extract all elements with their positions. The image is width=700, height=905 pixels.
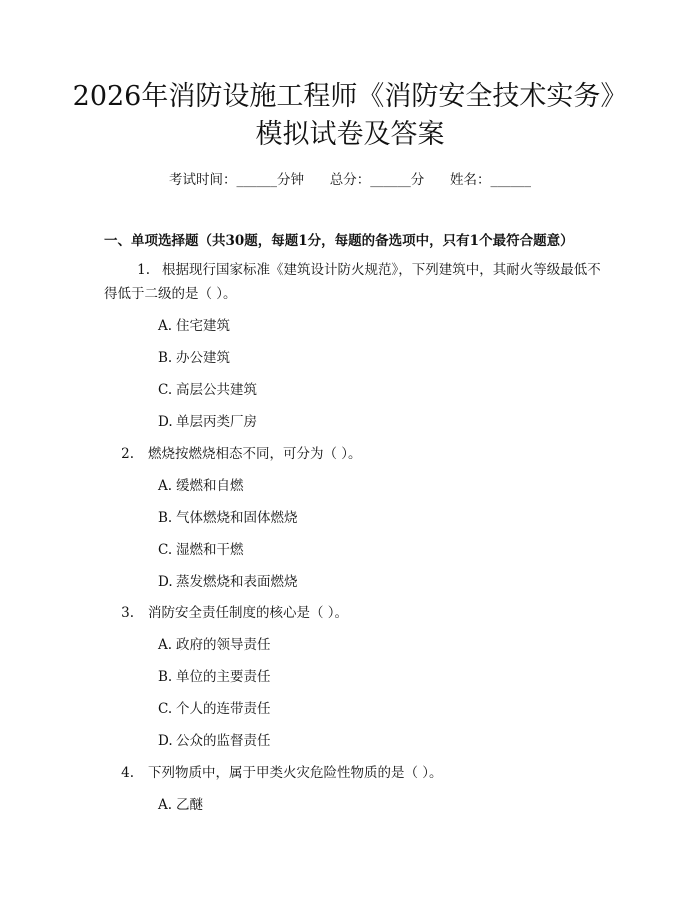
option-text: 住宅建筑 [176,318,230,334]
option-3a [158,633,271,653]
exam-info-line: 考试时间：______分钟 总分：______分 姓名：______ [169,172,531,188]
option-1b [158,346,230,366]
option-text: 高层公共建筑 [176,382,257,398]
option-text: 个人的连带责任 [176,701,271,717]
option-1d [158,410,257,430]
question-2 [104,442,362,462]
option-letter: B. [158,510,173,526]
option-1a [158,314,230,334]
question-text: 下列物质中，属于甲类火灾危险性物质的是（ ）。 [148,765,443,781]
option-letter: D. [158,414,173,430]
option-4a [158,793,203,813]
option-text: 办公建筑 [176,350,230,366]
option-text: 公众的监督责任 [176,733,271,749]
option-3c [158,697,271,717]
option-text: 蒸发燃烧和表面燃烧 [176,574,298,590]
option-letter: B. [158,669,173,685]
question-4 [104,761,443,781]
question-number: 4. [121,765,134,781]
option-1c [158,378,257,398]
option-letter: C. [158,701,173,717]
option-letter: B. [158,350,173,366]
option-text: 单位的主要责任 [176,669,271,685]
option-letter: D. [158,733,173,749]
question-1 [104,258,604,306]
question-text: 消防安全责任制度的核心是（ ）。 [148,605,349,621]
option-letter: A. [158,797,173,813]
option-text: 缓燃和自燃 [176,478,244,494]
option-2a [158,474,244,494]
option-text: 气体燃烧和固体燃烧 [176,510,298,526]
option-3b [158,665,271,685]
option-letter: C. [158,382,173,398]
option-2c [158,538,244,558]
option-text: 乙醚 [176,797,203,813]
page-title: 2026年消防设施工程师《消防安全技术实务》模拟试卷及答案 [72,81,628,150]
option-letter: A. [158,318,173,334]
question-number: 2. [121,446,134,462]
option-3d [158,729,271,749]
question-number: 3. [121,605,134,621]
option-letter: D. [158,574,173,590]
option-letter: C. [158,542,173,558]
option-text: 单层丙类厂房 [176,414,257,430]
section-heading: 一、单项选择题（共30题，每题1分，每题的备选项中，只有1个最符合题意） [104,233,574,249]
option-letter: A. [158,637,173,653]
question-text: 根据现行国家标准《建筑设计防火规范》，下列建筑中，其耐火等级最低不得低于二级的是（ ）。 [104,262,601,302]
question-3 [104,601,348,621]
option-letter: A. [158,478,173,494]
option-2b [158,506,298,526]
question-number: 1. [137,262,150,278]
option-text: 湿燃和干燃 [176,542,244,558]
option-text: 政府的领导责任 [176,637,271,653]
option-2d [158,570,298,590]
question-text: 燃烧按燃烧相态不同，可分为（ ）。 [148,446,362,462]
